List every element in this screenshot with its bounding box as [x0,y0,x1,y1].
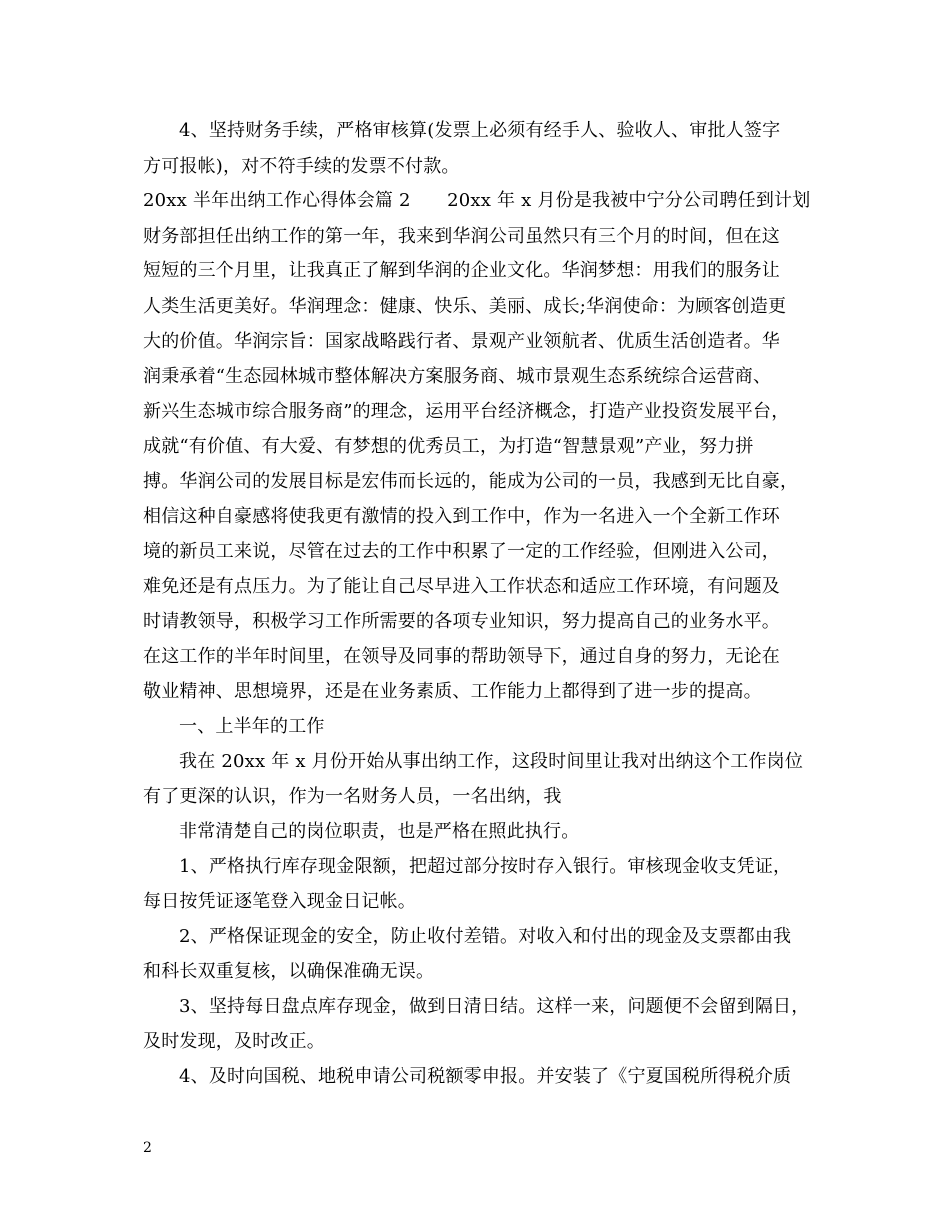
text-line: 3、坚持每日盘点库存现金，做到日清日结。这样一来，问题便不会留到隔日， [179,996,810,1017]
text-line: 4、及时向国税、地税申请公司税额零申报。并安装了《宁夏国税所得税介质 [179,1066,792,1087]
text-line: 相信这种自豪感将使我更有激情的投入到工作中，作为一名进入一个全新工作环 [143,506,780,527]
text-line: 20xx 半年出纳工作心得体会篇 2 20xx 年 x 月份是我被中宁分公司聘任到计划 [143,190,811,211]
text-line: 时请教领导，积极学习工作所需要的各项专业知识，努力提高自己的业务水平。 [143,611,780,632]
text-line: 在这工作的半年时间里，在领导及同事的帮助领导下，通过自身的努力，无论在 [143,646,780,667]
text-line: 敬业精神、思想境界，还是在业务素质、工作能力上都得到了进一步的提高。 [143,681,762,702]
text-line: 及时发现，及时改正。 [143,1031,325,1052]
text-line: 4、坚持财务手续，严格审核算(发票上必须有经手人、验收人、审批人签字 [179,120,781,141]
text-line: 成就“有价值、有大爱、有梦想的优秀员工，为打造“智慧景观”产业，努力拼 [143,436,754,457]
text-line: 我在 20xx 年 x 月份开始从事出纳工作，这段时间里让我对出纳这个工作岗位 [179,751,804,772]
text-line: 1、严格执行库存现金限额，把超过部分按时存入银行。审核现金收支凭证， [179,856,792,877]
text-line: 非常清楚自己的岗位职责，也是严格在照此执行。 [179,821,580,842]
text-line: 短短的三个月里，让我真正了解到华润的企业文化。华润梦想：用我们的服务让 [143,260,780,281]
text-line: 人类生活更美好。华润理念：健康、快乐、美丽、成长;华润使命：为顾客创造更 [143,296,787,317]
text-line: 难免还是有点压力。为了能让自己尽早进入工作状态和适应工作环境，有问题及 [143,576,780,597]
text-line: 2、严格保证现金的安全，防止收付差错。对收入和付出的现金及支票都由我 [179,926,792,947]
text-line: 有了更深的认识，作为一名财务人员，一名出纳，我 [143,786,562,807]
text-line: 大的价值。华润宗旨：国家战略践行者、景观产业领航者、优质生活创造者。华 [143,331,780,352]
page-number: 2 [143,1140,152,1156]
text-line: 搏。华润公司的发展目标是宏伟而长远的，能成为公司的一员，我感到无比自豪， [143,471,799,492]
text-line: 每日按凭证逐笔登入现金日记帐。 [143,891,416,912]
text-line: 方可报帐)，对不符手续的发票不付款。 [143,156,460,177]
section-heading: 一、上半年的工作 [179,716,325,737]
text-line: 和科长双重复核，以确保准确无误。 [143,961,435,982]
text-line: 新兴生态城市综合服务商”的理念，运用平台经济概念，打造产业投资发展平台， [143,401,790,422]
text-line: 境的新员工来说，尽管在过去的工作中积累了一定的工作经验，但刚进入公司， [143,541,780,562]
text-line: 润秉承着“生态园林城市整体解决方案服务商、城市景观生态系统综合运营商、 [143,366,772,387]
text-line: 财务部担任出纳工作的第一年，我来到华润公司虽然只有三个月的时间，但在这 [143,226,780,247]
